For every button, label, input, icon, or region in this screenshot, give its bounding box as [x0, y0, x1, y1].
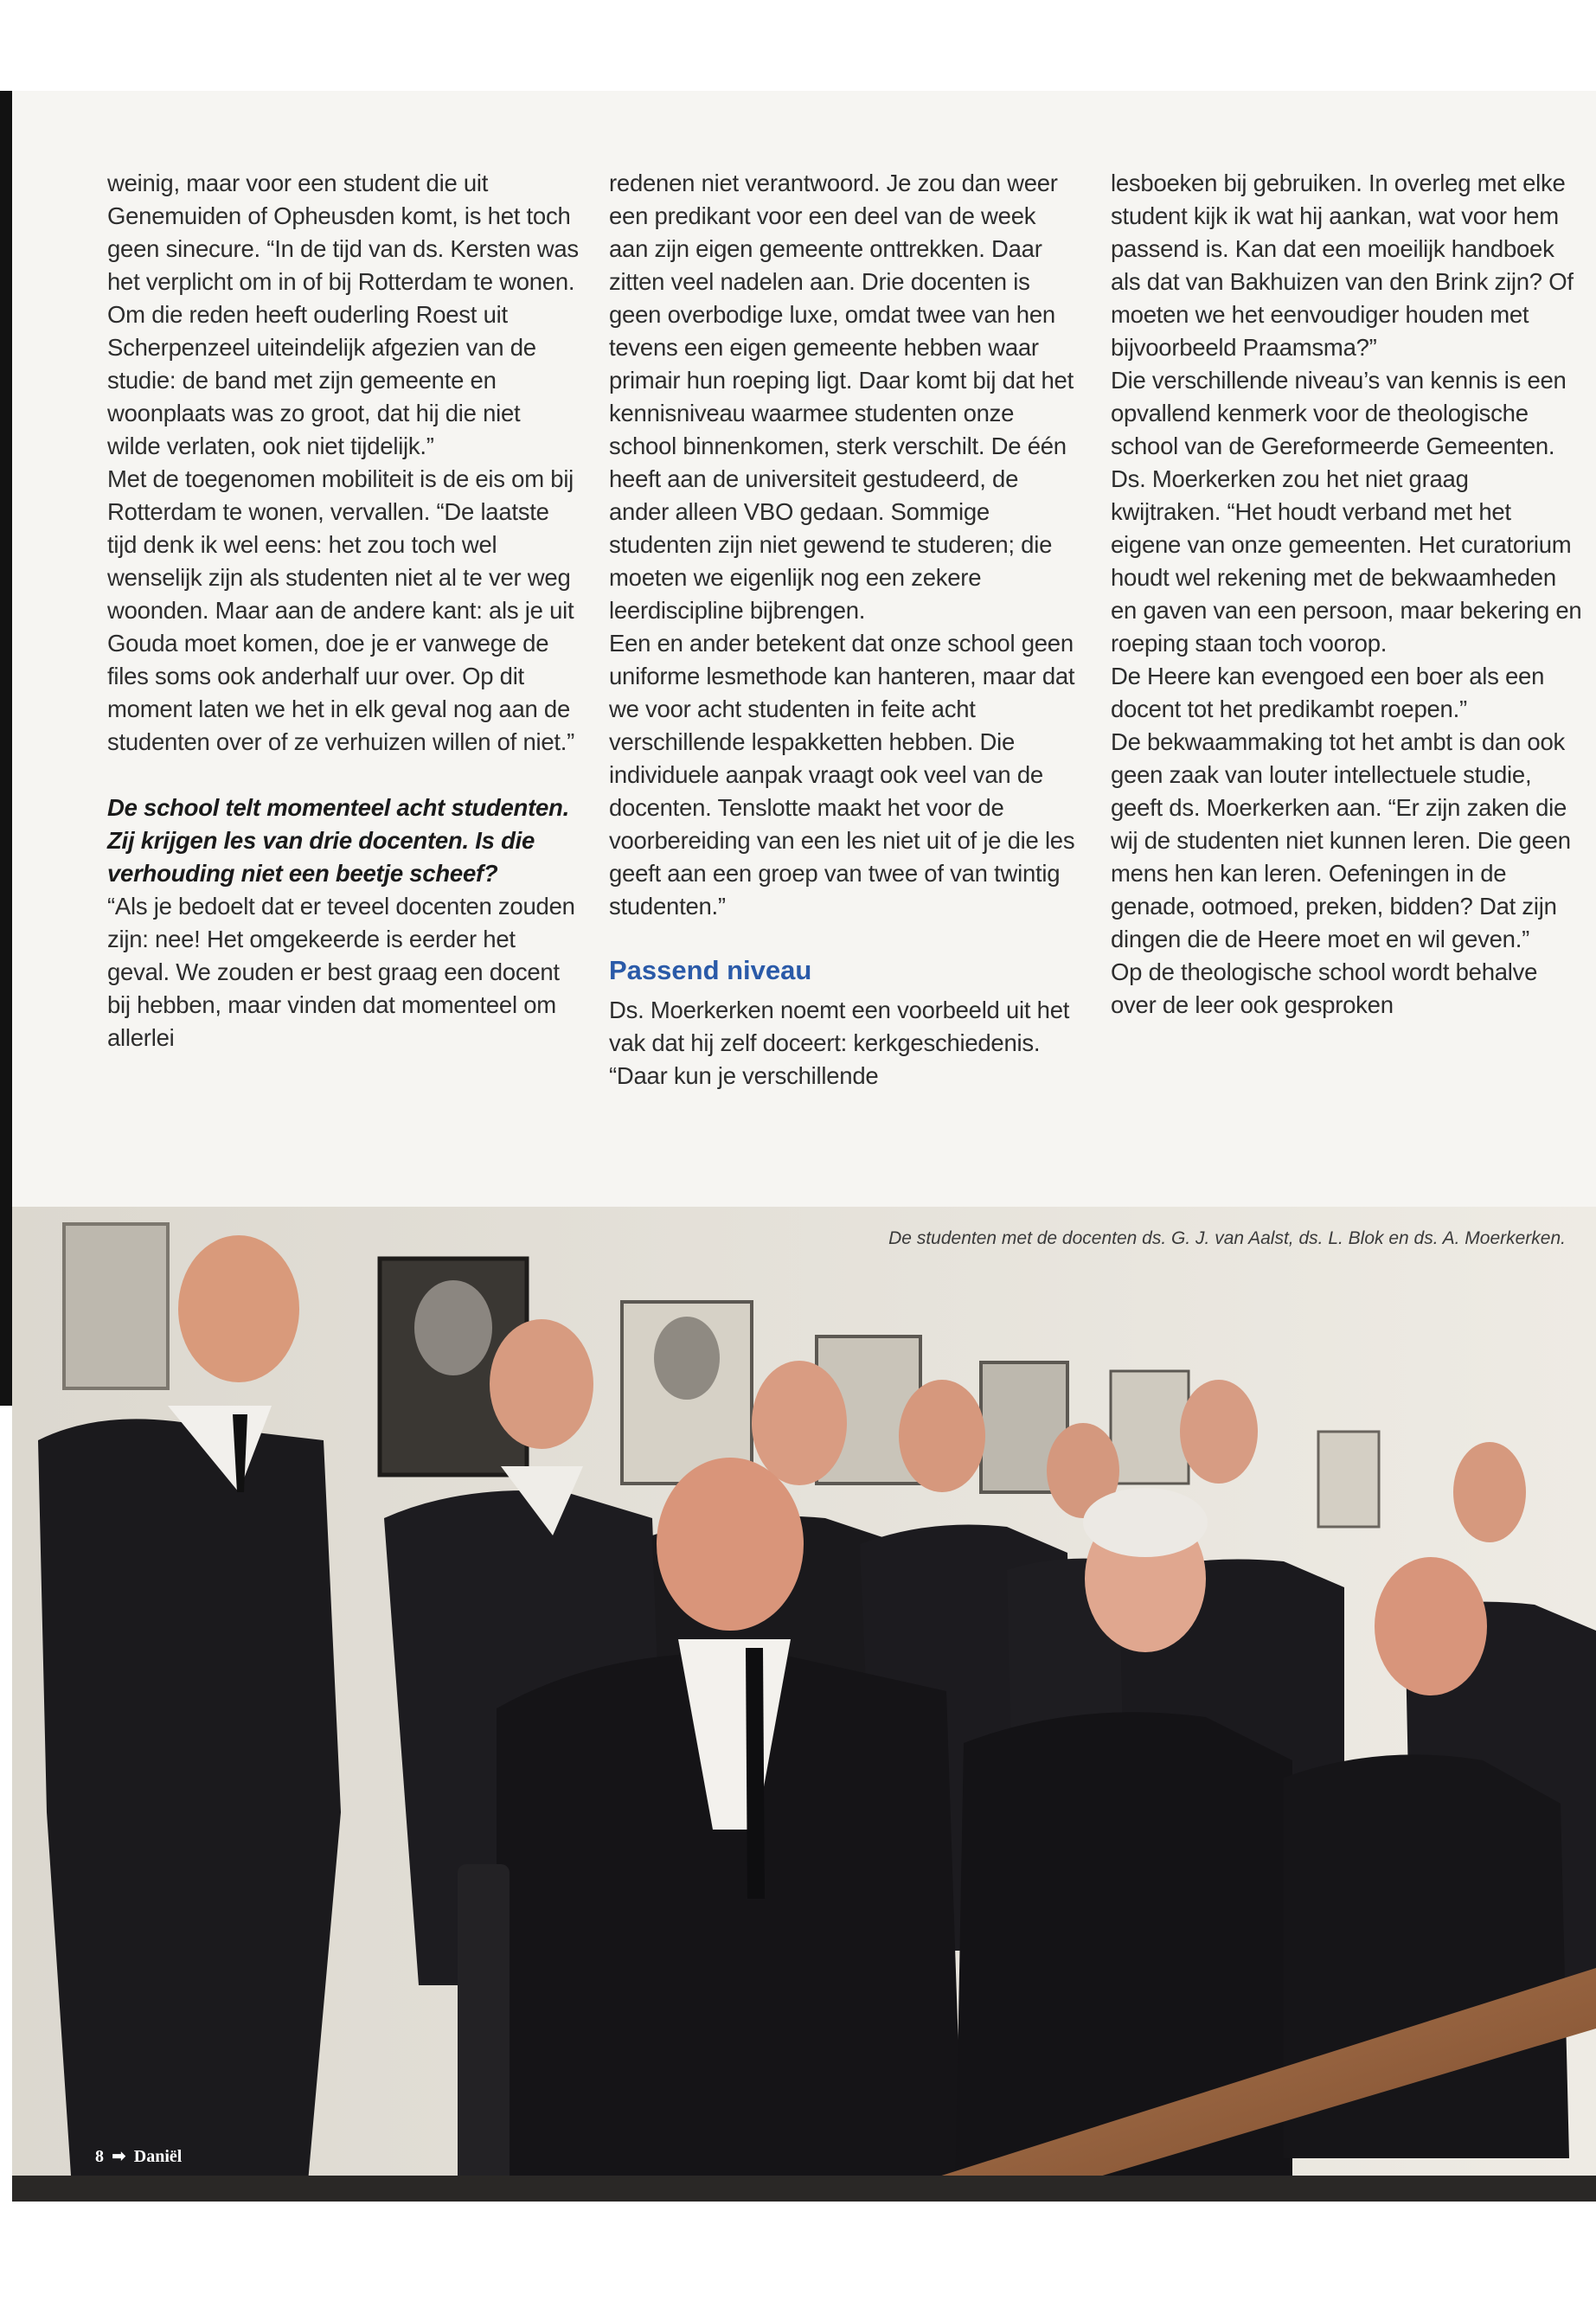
paragraph: Met de toegenomen mobiliteit is de eis om bij Rotterdam te wonen, vervallen. “De laatste tijd denk ik wel eens: het zou toch wel wenselijk zijn als studenten niet al te ver weg woonden. Maar aan de andere kant: als je uit Gouda moet komen, doe je er vanwege de files soms ook anderhalf uur over. Op dit moment laten we het in elk geval nog aan de studenten over of ze verhuizen willen of niet.” [107, 465, 575, 755]
paragraph: redenen niet verantwoord. Je zou dan weer een predikant voor een deel van de week aan zijn eigen gemeente onttrekken. Daar zitten veel nadelen aan. Drie docenten is geen overbodige luxe, omdat twee van hen tevens een eigen gemeente hebben waar primair hun roeping ligt. Daar komt bij dat het kennisniveau waarmee studenten onze school binnenkomen, sterk verschilt. De één heeft aan de universiteit gestudeerd, de ander alleen VBO gedaan. Sommige studenten zijn niet gewend te studeren; die moeten we eigenlijk nog een zekere leerdiscipline bijbrengen. [609, 170, 1074, 624]
text-column-1 [107, 167, 579, 1054]
paragraph: Een en ander betekent dat onze school geen uniforme lesmethode kan hanteren, maar dat we voor acht studenten in feite acht verschillende lespakketten hebben. Die individuele aanpak vraagt ook veel van de docenten. Tenslotte maakt het voor de voorbereiding van een les niet uit of je die les geeft aan een groep van twee of van twintig studenten.” [609, 630, 1075, 920]
page-number: 8 [95, 2147, 104, 2166]
page-footer [95, 2145, 182, 2167]
paragraph: De bekwaammaking tot het ambt is dan ook geen zaak van louter intellectuele studie, geeft ds. Moerkerken aan. “Er zijn zaken die wij de studenten niet kunnen leren. Die geen mens hen kan leren. Oefeningen in de genade, ootmoed, preken, bidden? Dat zijn dingen die de Heere moet en wil geven.” [1111, 728, 1571, 952]
photo-caption: De studenten met de docenten ds. G. J. van Aalst, ds. L. Blok en ds. A. Moerkerken. [888, 1228, 1566, 1248]
group-photo-illustration [12, 1207, 1596, 2202]
paragraph: weinig, maar voor een student die uit Genemuiden of Opheusden komt, is het toch geen sinecure. “In de tijd van ds. Kersten was het verplicht om in of bij Rotterdam te wonen. Om die reden heeft ouderling Roest uit Scherpenzeel uiteindelijk afgezien van de studie: de band met zijn gemeente en woonplaats was zo groot, dat hij die niet wilde verlaten, ook niet tijdelijk.” [107, 170, 579, 459]
paragraph: “Als je bedoelt dat er teveel docenten zouden zijn: nee! Het omgekeerde is eerder het geval. We zouden er best graag een docent bij hebben, maar vinden dat momenteel om allerlei [107, 893, 575, 1051]
scan-edge [0, 91, 12, 1406]
paragraph: Die verschillende niveau’s van kennis is een opvallend kenmerk voor de theologische school van de Gereformeerde Gemeenten. Ds. Moerkerken zou het niet graag kwijtraken. “Het houdt verband met het eigene van onze gemeenten. Het curatorium houdt wel rekening met de bekwaamheden en gaven van een persoon, maar bekering en roeping staan toch voorop. [1111, 367, 1582, 657]
paragraph: De Heere kan evengoed een boer als een docent tot het predikambt roepen.” [1111, 663, 1545, 722]
text-column-2 [609, 167, 1080, 1093]
arrow-icon: ➡ [112, 2145, 126, 2166]
paragraph: Ds. Moerkerken noemt een voorbeeld uit het vak dat hij zelf doceert: kerkgeschiedenis. “Daar kun je verschillende [609, 997, 1070, 1089]
paragraph: lesboeken bij gebruiken. In overleg met elke student kijk ik wat hij aankan, wat voor hem passend is. Kan dat een moeilijk handboek als dat van Bakhuizen van den Brink zijn? Of moeten we het eenvoudiger houden met bijvoorbeeld Praamsma?” [1111, 170, 1574, 361]
interview-question: De school telt momenteel acht studenten. Zij krijgen les van drie docenten. Is die verhouding niet een beetje scheef? [107, 794, 569, 887]
magazine-name: Daniël [133, 2147, 183, 2166]
paragraph: Op de theologische school wordt behalve over de leer ook gesproken [1111, 958, 1538, 1018]
section-heading: Passend niveau [609, 955, 812, 985]
group-photo [12, 1207, 1596, 2202]
chair [458, 1864, 510, 2193]
text-column-3 [1111, 167, 1582, 1022]
